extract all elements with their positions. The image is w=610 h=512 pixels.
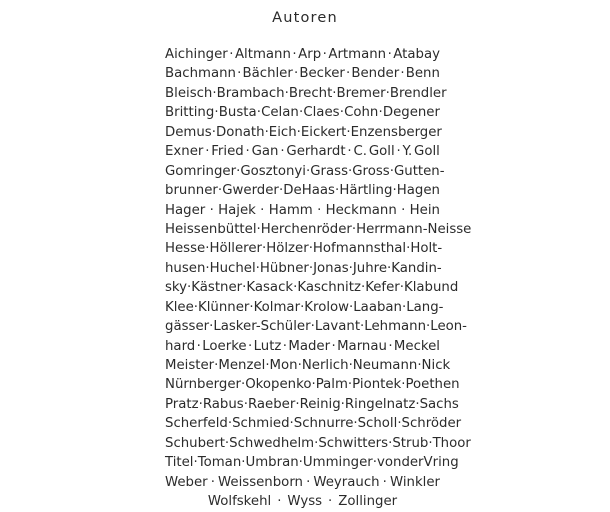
author-name-part: Schmied bbox=[232, 416, 290, 432]
separator-dot: · bbox=[340, 396, 345, 412]
separator-dot: · bbox=[214, 105, 219, 121]
separator-dot: · bbox=[346, 124, 351, 140]
separator-dot: · bbox=[229, 47, 234, 62]
separator-dot: · bbox=[280, 144, 285, 160]
separator-dot: · bbox=[284, 85, 289, 101]
author-name-part: Leon- bbox=[430, 319, 467, 335]
separator-dot: · bbox=[240, 377, 246, 393]
separator-dot: · bbox=[241, 455, 246, 471]
author-name-part: Strub bbox=[392, 435, 429, 451]
author-list bbox=[165, 45, 472, 512]
author-name-part: Klee bbox=[165, 299, 194, 315]
author-name-part: Gosztonyi bbox=[240, 163, 306, 179]
separator-dot: · bbox=[389, 163, 394, 179]
author-name-part: Hein bbox=[409, 202, 440, 218]
author-name-part: Neumann bbox=[352, 358, 418, 373]
author-name-part: Benn bbox=[405, 66, 440, 82]
separator-dot: · bbox=[347, 144, 352, 160]
separator-dot: · bbox=[205, 260, 210, 276]
author-name-part: Bleisch bbox=[165, 85, 213, 101]
separator-dot: · bbox=[298, 105, 304, 121]
separator-dot: · bbox=[205, 144, 210, 160]
separator-dot: · bbox=[353, 416, 358, 432]
separator-dot: · bbox=[278, 183, 284, 199]
author-name-part: Hübner bbox=[259, 260, 309, 276]
separator-dot: · bbox=[198, 396, 203, 412]
author-name-part: Palm bbox=[315, 377, 348, 393]
author-name-part: Vring bbox=[423, 455, 459, 471]
author-line bbox=[165, 142, 440, 161]
author-name-part: hard bbox=[165, 338, 196, 354]
separator-dot: · bbox=[296, 124, 301, 140]
separator-dot: · bbox=[209, 319, 214, 335]
author-name-part: Mon bbox=[269, 358, 298, 373]
separator-dot: · bbox=[237, 66, 242, 82]
separator-dot: · bbox=[298, 455, 303, 471]
author-name-part: Demus bbox=[165, 124, 212, 140]
author-name-part: Gross bbox=[352, 163, 390, 179]
separator-dot: · bbox=[193, 455, 198, 471]
author-name-part: Thoor bbox=[432, 435, 471, 451]
separator-dot: · bbox=[347, 377, 353, 393]
author-name-part: Weyrauch bbox=[313, 474, 380, 490]
author-name-part: Schubert bbox=[165, 435, 225, 451]
author-line bbox=[165, 298, 444, 317]
author-name-part: Menzel bbox=[218, 358, 266, 373]
author-line bbox=[165, 84, 447, 103]
separator-dot: · bbox=[372, 455, 377, 471]
author-name-part: Exner bbox=[165, 144, 204, 160]
author-name-part: Weissenborn bbox=[218, 474, 303, 490]
author-name-part: Holt- bbox=[410, 241, 443, 257]
author-line bbox=[165, 453, 459, 472]
separator-dot: · bbox=[428, 435, 433, 451]
author-name-part: Grass bbox=[310, 163, 349, 179]
separator-dot: · bbox=[282, 338, 287, 354]
separator-dot: · bbox=[196, 338, 201, 354]
author-name-part: Bender bbox=[351, 66, 400, 82]
author-name-part: Busta bbox=[218, 105, 257, 121]
separator-dot: · bbox=[249, 299, 254, 315]
author-name-part: Poethen bbox=[405, 377, 460, 393]
separator-dot: · bbox=[387, 47, 392, 62]
author-name-part: Lutz bbox=[253, 338, 282, 354]
separator-dot: · bbox=[399, 280, 404, 296]
separator-dot: · bbox=[346, 66, 351, 82]
separator-dot: · bbox=[314, 435, 319, 451]
author-name-part: Wolfskehl bbox=[207, 494, 272, 510]
separator-dot: · bbox=[332, 85, 337, 101]
separator-dot: · bbox=[360, 319, 365, 335]
author-line bbox=[165, 375, 460, 394]
separator-dot: · bbox=[255, 260, 260, 276]
author-name-part: gässer bbox=[165, 319, 210, 335]
separator-dot: · bbox=[385, 85, 390, 101]
author-name-part: Brendler bbox=[389, 85, 447, 101]
separator-dot: · bbox=[295, 396, 300, 412]
author-line bbox=[165, 103, 440, 122]
author-name-part: brunner bbox=[165, 183, 218, 199]
author-name-part: sky bbox=[165, 280, 188, 296]
author-name-part: Kästner bbox=[191, 280, 243, 296]
separator-dot: · bbox=[417, 358, 422, 373]
author-name-part: Heissenbüttel bbox=[165, 221, 257, 237]
author-name-part: Toman bbox=[197, 455, 242, 471]
author-name-part: Pratz bbox=[165, 396, 199, 412]
author-name-part: Goll bbox=[414, 144, 440, 160]
author-name-part: Lehmann bbox=[364, 319, 427, 335]
author-line bbox=[165, 239, 443, 258]
author-name-part: Lang- bbox=[406, 299, 444, 315]
author-name-part: Y. bbox=[402, 144, 413, 160]
author-name-part: Laaban bbox=[353, 299, 402, 315]
author-name-part: Härtling bbox=[339, 183, 393, 199]
author-name-part: Kaschnitz bbox=[297, 280, 361, 296]
author-name-part: Scherfeld bbox=[165, 416, 228, 432]
separator-dot: · bbox=[289, 416, 294, 432]
separator-dot: · bbox=[401, 377, 406, 393]
author-name-part: Rabus bbox=[202, 396, 244, 412]
separator-dot: · bbox=[387, 260, 392, 276]
author-name-part: Sachs bbox=[419, 396, 459, 412]
separator-dot: · bbox=[243, 396, 248, 412]
separator-dot: · bbox=[401, 202, 406, 218]
separator-dot: · bbox=[293, 280, 298, 296]
separator-dot: · bbox=[310, 319, 315, 335]
author-name-part: Juhre bbox=[352, 260, 388, 276]
author-name-part: Jonas bbox=[313, 260, 349, 276]
separator-dot: · bbox=[245, 144, 250, 160]
author-line bbox=[165, 356, 451, 375]
author-name-part: Eickert bbox=[300, 124, 347, 140]
author-name-part: Nürnberger bbox=[165, 377, 241, 393]
author-name-part: Marnau bbox=[337, 338, 387, 354]
author-name-part: Cohn bbox=[344, 105, 379, 121]
author-name-part: Bachmann bbox=[165, 66, 236, 82]
author-name-part: Gutten- bbox=[393, 163, 445, 179]
separator-dot: · bbox=[426, 319, 431, 335]
author-name-part: Donath bbox=[215, 124, 265, 140]
author-name-part: Nick bbox=[421, 358, 451, 373]
separator-dot: · bbox=[293, 66, 299, 82]
author-name-part: Meckel bbox=[393, 338, 440, 354]
author-name-part: Höllerer bbox=[209, 241, 262, 257]
author-name-part: Kolmar bbox=[253, 299, 301, 315]
separator-dot: · bbox=[378, 105, 383, 121]
author-line bbox=[165, 434, 471, 453]
author-line bbox=[165, 259, 440, 278]
author-name-part: Haas bbox=[301, 183, 335, 199]
separator-dot: · bbox=[351, 221, 357, 237]
separator-dot: · bbox=[300, 299, 305, 315]
separator-dot: · bbox=[306, 474, 311, 490]
separator-dot: · bbox=[224, 435, 230, 451]
author-name-part: Umminger bbox=[302, 455, 373, 471]
separator-dot: · bbox=[211, 124, 216, 140]
separator-dot: · bbox=[397, 416, 402, 432]
separator-dot: · bbox=[392, 183, 397, 199]
author-line bbox=[165, 414, 462, 433]
separator-dot: · bbox=[335, 183, 340, 199]
author-name-part: Aichinger bbox=[165, 47, 228, 62]
author-line bbox=[165, 492, 440, 511]
separator-dot: · bbox=[212, 85, 217, 101]
author-name-part: Hajek bbox=[218, 202, 256, 218]
author-name-part: Eich bbox=[268, 124, 297, 140]
author-name-part: Reinig bbox=[299, 396, 341, 412]
author-name-part: Raeber bbox=[247, 396, 296, 412]
author-name-part: C. bbox=[353, 144, 367, 160]
separator-dot: · bbox=[247, 338, 253, 354]
author-name-part: Mader bbox=[288, 338, 331, 354]
author-name-part: Klabund bbox=[404, 280, 459, 296]
author-name-part: Artmann bbox=[328, 47, 387, 62]
author-name-part: Hager bbox=[165, 202, 206, 218]
author-name-part: Herchenröder bbox=[260, 221, 352, 237]
author-name-part: Krolow bbox=[304, 299, 350, 315]
separator-dot: · bbox=[217, 183, 223, 199]
separator-dot: · bbox=[256, 105, 261, 121]
author-name-part: Nerlich bbox=[301, 358, 349, 373]
author-name-part: Hamm bbox=[268, 202, 313, 218]
author-name-part: Kandin- bbox=[391, 260, 442, 276]
author-name-part: Claes bbox=[303, 105, 340, 121]
author-name-part: Bremer bbox=[336, 85, 386, 101]
author-name-part: Heckmann bbox=[325, 202, 397, 218]
page-heading: Autoren bbox=[272, 10, 338, 26]
separator-dot: · bbox=[187, 280, 192, 296]
author-line bbox=[165, 162, 445, 181]
separator-dot: · bbox=[210, 474, 215, 490]
separator-dot: · bbox=[261, 241, 267, 257]
separator-dot: · bbox=[415, 396, 420, 412]
separator-dot: · bbox=[193, 299, 199, 315]
author-name-part: Celan bbox=[261, 105, 299, 121]
author-line bbox=[165, 45, 440, 64]
author-name-part: Weber bbox=[165, 474, 208, 490]
author-name-part: Fried bbox=[211, 144, 244, 160]
author-name-part: Loerke bbox=[202, 338, 247, 354]
author-name-part: Brambach bbox=[216, 85, 285, 101]
separator-dot: · bbox=[348, 260, 353, 276]
author-name-part: Atabay bbox=[393, 47, 440, 62]
author-name-part: Brecht bbox=[288, 85, 333, 101]
author-name-part: Hagen bbox=[396, 183, 440, 199]
author-name-part: Goll bbox=[368, 144, 395, 160]
author-name-part: Altmann bbox=[234, 47, 291, 62]
author-line bbox=[165, 220, 472, 239]
separator-dot: · bbox=[349, 299, 354, 315]
author-name-part: Piontek bbox=[352, 377, 402, 393]
separator-dot: · bbox=[236, 163, 241, 179]
author-name-part: Gwerder bbox=[222, 183, 279, 199]
separator-dot: · bbox=[328, 494, 333, 510]
separator-dot: · bbox=[339, 105, 344, 121]
author-name-part: Wyss bbox=[287, 494, 323, 510]
author-name-part: Schwitters bbox=[318, 435, 389, 451]
author-name-part: Meister bbox=[165, 358, 215, 373]
author-name-part: husen bbox=[165, 260, 206, 276]
separator-dot: · bbox=[205, 241, 210, 257]
author-line bbox=[165, 123, 440, 142]
separator-dot: · bbox=[242, 280, 247, 296]
author-name-part: Scholl bbox=[357, 416, 398, 432]
author-name-part: Umbran bbox=[245, 455, 299, 471]
author-line bbox=[165, 473, 440, 492]
author-name-part: Herrmann-Neisse bbox=[356, 221, 472, 237]
separator-dot: · bbox=[256, 221, 261, 237]
author-name-part: Okopenko bbox=[245, 377, 312, 393]
author-name-part: Hesse bbox=[165, 241, 206, 257]
author-name-part: Enzensberger bbox=[350, 124, 442, 140]
author-name-part: Winkler bbox=[389, 474, 440, 490]
author-name-part: Huchel bbox=[209, 260, 256, 276]
author-name-part: Ringelnatz bbox=[344, 396, 416, 412]
author-name-part: Arp bbox=[298, 47, 322, 62]
author-name-part: von bbox=[377, 455, 402, 471]
separator-dot: · bbox=[209, 202, 214, 218]
author-name-part: Hölzer bbox=[266, 241, 309, 257]
separator-dot: · bbox=[227, 416, 233, 432]
author-name-part: Schwedhelm bbox=[229, 435, 315, 451]
author-name-part: Zollinger bbox=[338, 494, 398, 510]
author-name-part: Britting bbox=[165, 105, 215, 121]
author-line bbox=[165, 278, 459, 297]
separator-dot: · bbox=[306, 163, 311, 179]
separator-dot: · bbox=[214, 358, 219, 373]
separator-dot: · bbox=[406, 241, 411, 257]
author-line bbox=[165, 317, 467, 336]
author-name-part: Lasker-Schüler bbox=[213, 319, 311, 335]
author-line bbox=[165, 395, 459, 414]
separator-dot: · bbox=[400, 66, 405, 82]
separator-dot: · bbox=[382, 474, 387, 490]
author-name-part: Becker bbox=[299, 66, 345, 82]
separator-dot: · bbox=[388, 338, 393, 354]
separator-dot: · bbox=[360, 280, 366, 296]
separator-dot: · bbox=[402, 299, 407, 315]
author-name-part: Titel bbox=[165, 455, 194, 471]
author-name-part: Schnurre bbox=[293, 416, 354, 432]
author-name-part: Bächler bbox=[242, 66, 293, 82]
separator-dot: · bbox=[311, 377, 316, 393]
separator-dot: · bbox=[308, 260, 314, 276]
separator-dot: · bbox=[260, 202, 265, 218]
author-line bbox=[165, 64, 440, 83]
separator-dot: · bbox=[264, 124, 269, 140]
separator-dot: · bbox=[292, 47, 297, 62]
separator-dot: · bbox=[348, 358, 353, 373]
separator-dot: · bbox=[348, 163, 353, 179]
separator-dot: · bbox=[277, 494, 282, 510]
author-name-part: Gan bbox=[251, 144, 279, 160]
author-name-part: Kefer bbox=[365, 280, 400, 296]
separator-dot: · bbox=[265, 358, 270, 373]
author-name-part: der bbox=[401, 455, 424, 471]
author-line bbox=[165, 201, 440, 220]
separator-dot: · bbox=[388, 435, 393, 451]
author-line bbox=[165, 181, 440, 200]
separator-dot: · bbox=[297, 358, 302, 373]
author-name-part: Klünner bbox=[198, 299, 250, 315]
separator-dot: · bbox=[396, 144, 401, 160]
author-name-part: De bbox=[283, 183, 302, 199]
author-name-part: Hofmannsthal bbox=[312, 241, 407, 257]
author-name-part: Gerhardt bbox=[286, 144, 346, 160]
separator-dot: · bbox=[331, 338, 336, 354]
author-name-part: Kasack bbox=[246, 280, 294, 296]
separator-dot: · bbox=[322, 47, 327, 62]
separator-dot: · bbox=[308, 241, 313, 257]
author-line bbox=[165, 337, 440, 356]
author-name-part: Gomringer bbox=[165, 163, 237, 179]
author-name-part: Schröder bbox=[401, 416, 462, 432]
separator-dot: · bbox=[317, 202, 322, 218]
author-name-part: Degener bbox=[382, 105, 440, 121]
author-name-part: Lavant bbox=[314, 319, 361, 335]
